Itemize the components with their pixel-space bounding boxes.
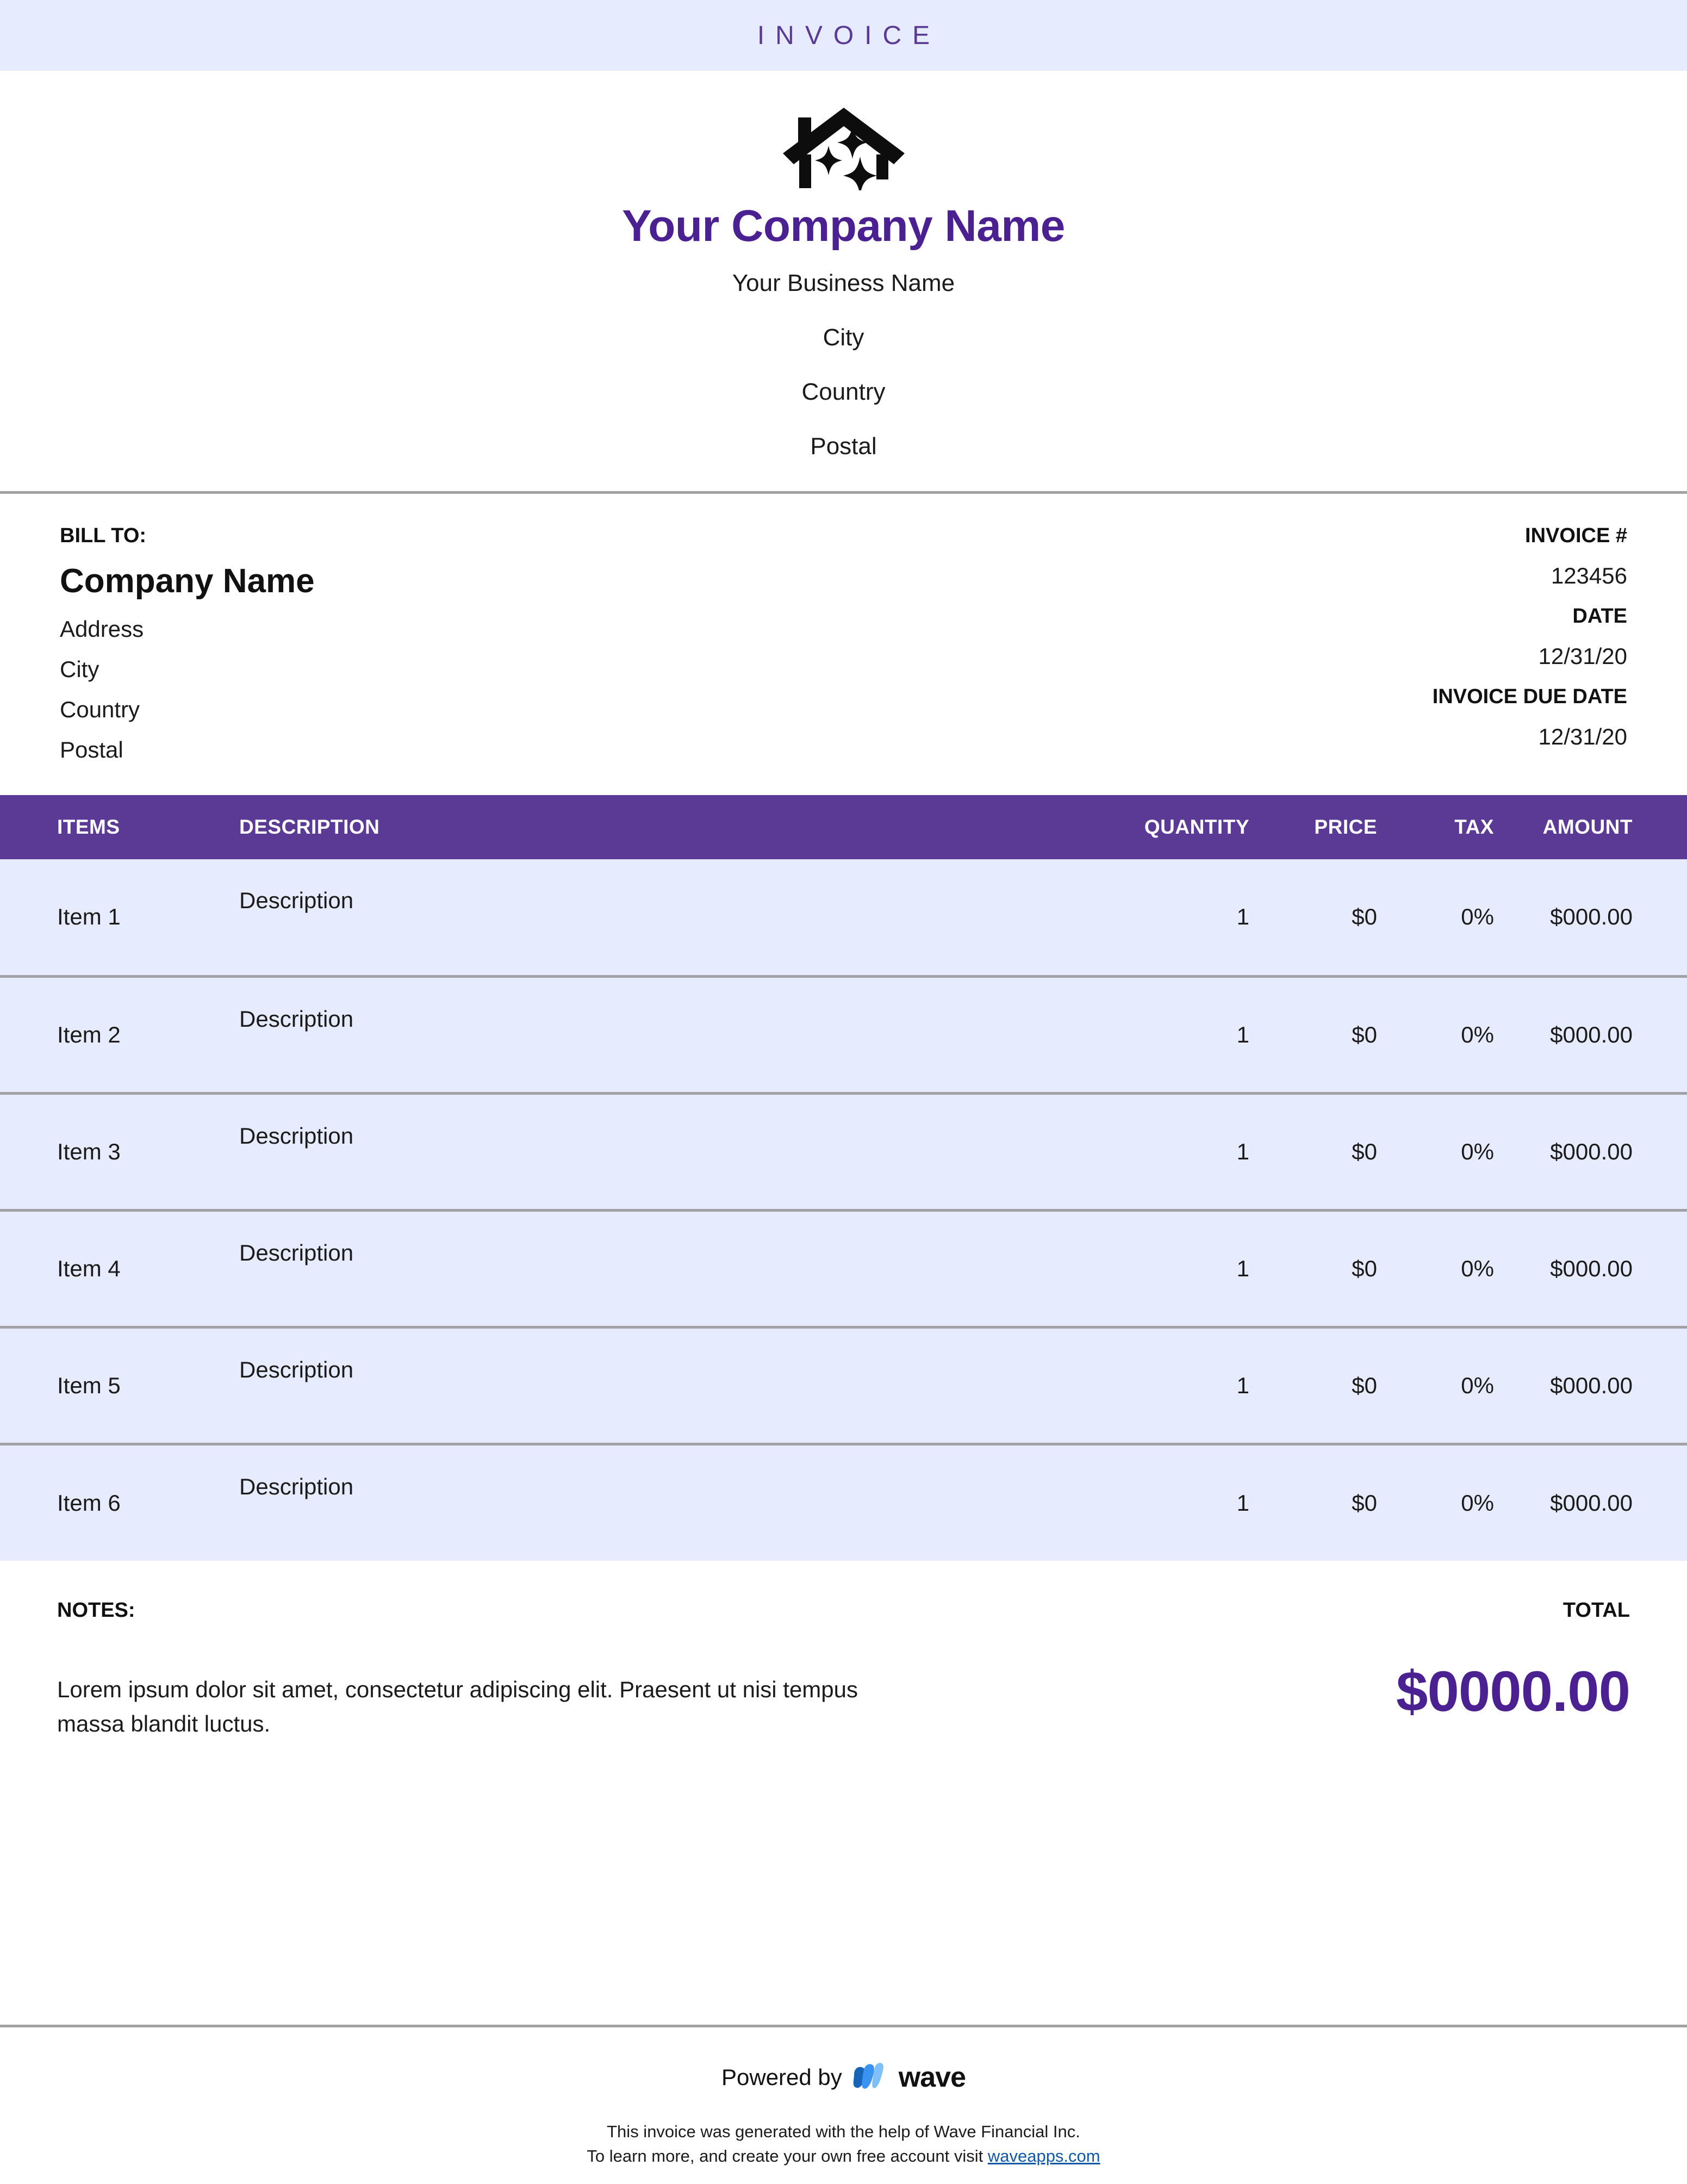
bill-to-company: Company Name	[60, 562, 315, 600]
notes-body: Lorem ipsum dolor sit amet, consectetur adipiscing elit. Praesent ut nisi tempus massa blandit luctus.	[57, 1677, 858, 1737]
company-city: City	[823, 324, 864, 351]
row-tax: 0%	[1461, 1138, 1494, 1164]
row-amount: $000.00	[1550, 904, 1633, 930]
bill-to-address: Address	[60, 616, 144, 642]
powered-by-text: Powered by	[721, 2064, 842, 2090]
bill-to-block	[60, 525, 315, 761]
invoice-date-label: DATE	[1572, 605, 1627, 628]
invoice-due-date-label: INVOICE DUE DATE	[1432, 685, 1627, 709]
row-item-name: Item 2	[57, 1021, 121, 1047]
row-quantity: 1	[1236, 1255, 1249, 1281]
row-amount: $000.00	[1550, 1372, 1633, 1398]
row-amount: $000.00	[1550, 1490, 1633, 1516]
table-row	[0, 1210, 1687, 1327]
row-description: Description	[239, 1239, 354, 1265]
waveapps-link[interactable]: waveapps.com	[987, 2146, 1100, 2166]
row-item-name: Item 6	[57, 1490, 121, 1516]
row-amount: $000.00	[1550, 1255, 1633, 1281]
company-header-block	[0, 71, 1687, 494]
wave-wordmark: wave	[898, 2062, 966, 2094]
row-price: $0	[1352, 1021, 1377, 1047]
invoice-meta-block	[1433, 525, 1627, 761]
row-tax: 0%	[1461, 1255, 1494, 1281]
row-quantity: 1	[1236, 1138, 1249, 1164]
bill-to-postal: Postal	[60, 737, 123, 763]
footer-line-1: This invoice was generated with the help of Wave Financial Inc.	[607, 2122, 1080, 2142]
bill-to-and-meta	[0, 494, 1687, 795]
total-amount: $0000.00	[1396, 1660, 1630, 1724]
bill-to-label: BILL TO:	[60, 524, 147, 548]
company-country: Country	[801, 379, 886, 406]
row-item-name: Item 1	[57, 904, 121, 930]
invoice-due-date-value: 12/31/20	[1538, 724, 1627, 750]
row-tax: 0%	[1461, 1021, 1494, 1047]
table-row	[0, 1093, 1687, 1210]
total-block	[1396, 1600, 1630, 1900]
row-item-name: Item 3	[57, 1138, 121, 1164]
row-price: $0	[1352, 1255, 1377, 1281]
notes-block	[57, 1600, 867, 1900]
column-header-tax: TAX	[1454, 816, 1494, 839]
company-logo	[776, 101, 912, 193]
row-description: Description	[239, 1006, 354, 1032]
house-sparkle-icon	[779, 103, 909, 190]
invoice-footer	[0, 2025, 1687, 2184]
table-row	[0, 1327, 1687, 1444]
powered-by-row	[721, 2061, 966, 2094]
row-tax: 0%	[1461, 1490, 1494, 1516]
row-quantity: 1	[1236, 1021, 1249, 1047]
row-item-name: Item 5	[57, 1372, 121, 1398]
footer-line-2	[587, 2144, 1100, 2169]
row-price: $0	[1352, 1490, 1377, 1516]
line-items-header	[0, 795, 1687, 859]
row-quantity: 1	[1236, 1372, 1249, 1398]
column-header-items: ITEMS	[57, 816, 120, 839]
row-tax: 0%	[1461, 904, 1494, 930]
footer-line-2-prefix: To learn more, and create your own free account visit	[587, 2146, 988, 2166]
wave-logo-glyph	[851, 2062, 886, 2093]
bill-to-country: Country	[60, 697, 140, 723]
invoice-top-banner	[0, 0, 1687, 71]
table-row	[0, 859, 1687, 976]
line-items-header-row	[0, 795, 1687, 859]
row-description: Description	[239, 1473, 354, 1499]
invoice-number-value: 123456	[1551, 563, 1627, 589]
row-description: Description	[239, 888, 354, 914]
row-price: $0	[1352, 1138, 1377, 1164]
total-label: TOTAL	[1563, 1599, 1630, 1622]
invoice-number-label: INVOICE #	[1525, 524, 1627, 548]
row-price: $0	[1352, 904, 1377, 930]
column-header-amount: AMOUNT	[1542, 816, 1633, 839]
column-header-description: DESCRIPTION	[239, 816, 380, 839]
row-description: Description	[239, 1122, 354, 1149]
table-row	[0, 1444, 1687, 1561]
row-amount: $000.00	[1550, 1138, 1633, 1164]
invoice-banner-title: INVOICE	[757, 21, 941, 50]
column-header-price: PRICE	[1314, 816, 1377, 839]
row-item-name: Item 4	[57, 1255, 121, 1281]
row-amount: $000.00	[1550, 1021, 1633, 1047]
company-business-name: Your Business Name	[732, 270, 955, 297]
row-quantity: 1	[1236, 1490, 1249, 1516]
company-name: Your Company Name	[622, 201, 1065, 251]
table-row	[0, 976, 1687, 1093]
row-quantity: 1	[1236, 904, 1249, 930]
column-header-quantity: QUANTITY	[1144, 816, 1249, 839]
company-postal: Postal	[810, 433, 877, 460]
notes-label: NOTES:	[57, 1599, 135, 1622]
notes-and-total	[0, 1561, 1687, 1900]
line-items-table	[0, 795, 1687, 1561]
wave-logo-icon	[851, 2062, 886, 2093]
row-price: $0	[1352, 1372, 1377, 1398]
invoice-date-value: 12/31/20	[1538, 643, 1627, 669]
row-tax: 0%	[1461, 1372, 1494, 1398]
row-description: Description	[239, 1356, 354, 1382]
bill-to-city: City	[60, 656, 99, 682]
line-items-body	[0, 859, 1687, 1561]
